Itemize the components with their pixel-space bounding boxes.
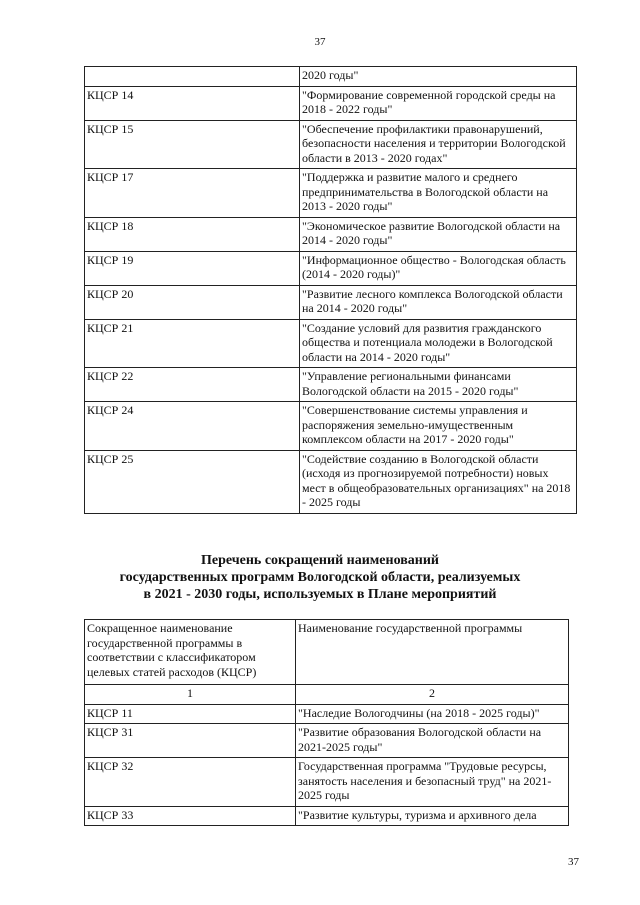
heading-line-3: в 2021 - 2030 годы, используемых в Плане мероприятий: [143, 587, 497, 602]
table-row: [85, 704, 569, 724]
table-row: [85, 450, 577, 513]
program-code-cell: КЦСР 22: [85, 368, 300, 402]
program-code-cell: КЦСР 18: [85, 217, 300, 251]
program-name-cell: "Поддержка и развитие малого и среднего предпринимательства в Вологодской области на 2013 - 2020 годы": [300, 169, 577, 218]
program-code-cell: КЦСР 25: [85, 450, 300, 513]
table-header-row: [85, 620, 569, 685]
page-number-top: 37: [314, 36, 326, 48]
table-row: [85, 319, 577, 368]
program-code-cell: КЦСР 33: [85, 806, 296, 826]
table-row: [85, 217, 577, 251]
program-code-cell: КЦСР 11: [85, 704, 296, 724]
program-code-cell: КЦСР 15: [85, 120, 300, 169]
program-name-cell: "Экономическое развитие Вологодской области на 2014 - 2020 годы": [300, 217, 577, 251]
program-name-cell: "Формирование современной городской среды на 2018 - 2022 годы": [300, 86, 577, 120]
header-cell-code: Сокращенное наименование государственной программы в соответствии с классификатором целевых статей расходов (КЦСР): [85, 620, 296, 685]
program-name-cell: "Информационное общество - Вологодская область (2014 - 2020 годы)": [300, 251, 577, 285]
program-code-cell: [85, 67, 300, 87]
table-row: [85, 285, 577, 319]
table-body: [85, 620, 569, 826]
column-number-2: 2: [296, 685, 569, 705]
program-code-cell: КЦСР 20: [85, 285, 300, 319]
program-name-cell: 2020 годы": [300, 67, 577, 87]
header-cell-name: Наименование государственной программы: [296, 620, 569, 685]
program-name-cell: "Развитие культуры, туризма и архивного дела: [296, 806, 569, 826]
table-row: [85, 169, 577, 218]
program-code-cell: КЦСР 17: [85, 169, 300, 218]
heading-line-1: Перечень сокращений наименований: [201, 553, 439, 568]
table-row: [85, 806, 569, 826]
program-name-cell: "Развитие лесного комплекса Вологодской области на 2014 - 2020 годы": [300, 285, 577, 319]
table-row: [85, 86, 577, 120]
table-row: [85, 724, 569, 758]
table-body: [85, 67, 577, 514]
program-name-cell: Государственная программа "Трудовые ресурсы, занятость населения и безопасный труд" на 2021-2025 годы: [296, 758, 569, 807]
heading-line-2: государственных программ Вологодской области, реализуемых: [119, 570, 521, 585]
program-code-cell: КЦСР 19: [85, 251, 300, 285]
program-code-cell: КЦСР 21: [85, 319, 300, 368]
program-name-cell: "Управление региональными финансами Вологодской области на 2015 - 2020 годы": [300, 368, 577, 402]
table-row: [85, 758, 569, 807]
program-code-cell: КЦСР 32: [85, 758, 296, 807]
table-row: [85, 368, 577, 402]
program-code-cell: КЦСР 24: [85, 402, 300, 451]
program-name-cell: "Развитие образования Вологодской области на 2021-2025 годы": [296, 724, 569, 758]
table-row: [85, 67, 577, 87]
program-name-cell: "Содействие созданию в Вологодской области (исходя из прогнозируемой потребности) новых мест в общеобразовательных организациях" на 2018 - 2025 годы: [300, 450, 577, 513]
table-number-row: [85, 685, 569, 705]
program-name-cell: "Совершенствование системы управления и распоряжения земельно-имущественным комплексом области на 2017 - 2020 годы": [300, 402, 577, 451]
page-number-bottom: 37: [568, 856, 579, 868]
program-codes-table-2: [84, 619, 569, 826]
program-codes-table-1: [84, 66, 577, 514]
program-name-cell: "Обеспечение профилактики правонарушений, безопасности населения и территории Вологодской области в 2013 - 2020 годах": [300, 120, 577, 169]
program-code-cell: КЦСР 31: [85, 724, 296, 758]
table-row: [85, 120, 577, 169]
program-name-cell: "Наследие Вологодчины (на 2018 - 2025 годы)": [296, 704, 569, 724]
column-number-1: 1: [85, 685, 296, 705]
program-name-cell: "Создание условий для развития гражданского общества и потенциала молодежи в Вологодской области на 2014 - 2020 годы": [300, 319, 577, 368]
table-row: [85, 251, 577, 285]
table-row: [85, 402, 577, 451]
program-code-cell: КЦСР 14: [85, 86, 300, 120]
section-heading: [0, 552, 640, 603]
